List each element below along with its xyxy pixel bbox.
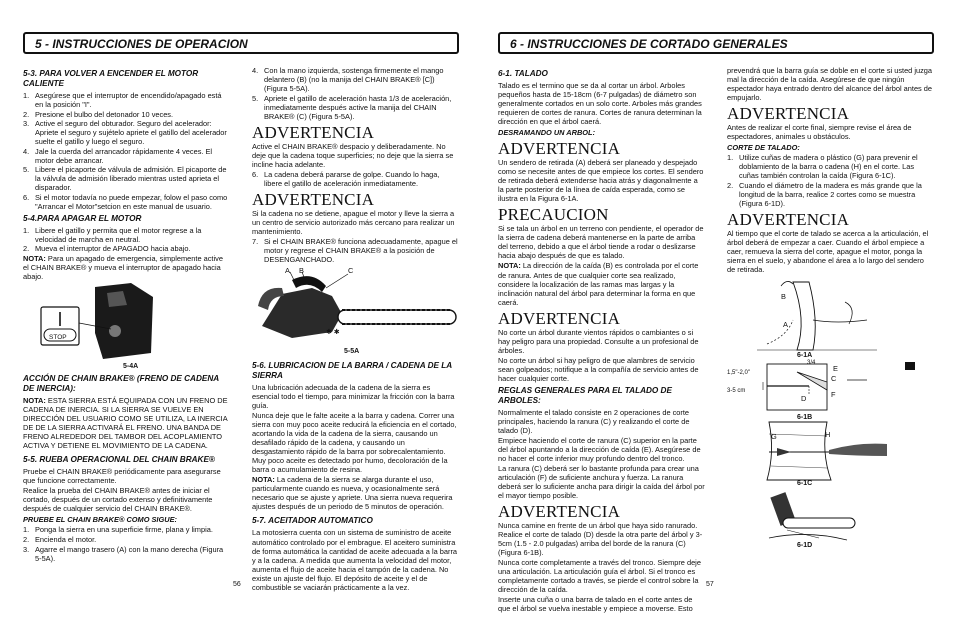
subheading: CORTE DE TALADO: (727, 143, 800, 153)
figure-5-4a (23, 283, 228, 371)
list-continued (252, 66, 459, 121)
two-cut-illustration (727, 490, 934, 542)
precaucion-heading: PRECAUCION (498, 205, 609, 225)
figure-caption: 5-4A (123, 363, 139, 371)
paragraph: NOTA: La cadena de la sierra se alarga durante el uso, particularmente cuando es nueva, y ocasionalmente será necesario que se ajuste y apriete. Una sierra nueva requerira ajustes después de un periodo de 5 minutos de operación. (252, 475, 453, 512)
brake-nota: NOTA: ESTA SIERRA ESTÁ EQUIPADA CON UN FRENO DE CADENA DE INERCIA. SI LA SIERRA SE VUELVE EN DIRECCIÓN DEL USUARIO COMO SE UTILIZA, LA INERCIA DE DE LA SIERRA ACTIVARÁ EL FRENO. UNA BANDA DE FRENO ALREDEDOR DEL TAMBOR DEL ACOPLAMIENTO ACTIVA Y DETIENE EL MOVIMIENTO DE LA CADENA. (23, 396, 228, 451)
section-6-1-title: 6-1. TALADO (498, 69, 548, 78)
advertencia-heading: ADVERTENCIA (498, 308, 621, 328)
paragraph: Pruebe el CHAIN BRAKE® periódicamente para asegurarse que funcione correctamente. (23, 467, 221, 486)
advertencia-heading: ADVERTENCIA (498, 502, 621, 522)
list-5-3 (23, 91, 228, 211)
list-corte (727, 153, 934, 208)
list-item: 3. Active el seguro del obturador. Seguro del acelerador: Apriete el seguro y sujételo apriete el gatillo del acelerador suelte el gatillo y luego el seguro. (23, 119, 227, 147)
paragraph: Nunca camine en frente de un árbol que haya sido ranurado. Realice el corte de talado (D) desde la otra parte del árbol y 3-5cm (1.5 - 2.0 pulgadas) arriba del borde de la ranura (C) (Figura 6-1B). (498, 521, 703, 558)
section-header-cortado: 6 - INSTRUCCIONES DE CORTADO GENERALES (498, 32, 934, 54)
section-5-4-title: 5-4.PARA APAGAR EL MOTOR (23, 213, 142, 223)
figure-6-1a (727, 280, 934, 360)
list-item: 1. Ponga la sierra en una superficie firme, plana y limpia. (23, 525, 213, 535)
label-dim1: 1,5"-2,0" (727, 370, 750, 377)
label-e: E (833, 364, 838, 374)
label-dim2: 3-5 cm (727, 388, 746, 395)
figure-caption: 6-1D (797, 542, 813, 550)
paragraph: Realice la prueba del CHAIN BRAKE® antes de iniciar el cortado, después de un cortado extenso y definitivamente después de cualquier servicio del CHAIN BRAKE®. (23, 486, 213, 514)
list-item: 4. Con la mano izquierda, sostenga firmemente el mango delantero (B) (no la manija del CHAIN BRAKE® [C]) (Figura 5-5A). (252, 66, 444, 94)
stop-label: STOP (49, 334, 67, 342)
list-item: 2. Mueva el interruptor de APAGADO hacia abajo. (23, 244, 191, 254)
right-column-1 (498, 66, 705, 614)
tree-fall-illustration (727, 280, 934, 352)
label-d: D (801, 394, 807, 404)
label-c: C (831, 374, 837, 384)
section-5-3-title: 5-3. PARA VOLVER A ENCENDER EL MOTOR CALIENTE (23, 69, 199, 88)
label-stars: ✱ ✱ (326, 329, 340, 337)
list-item: 6. Si el motor todavía no puede empezar, folow el paso como "Arrancar el Motor"setcion en este manual de usuario. (23, 192, 228, 211)
paragraph: La ranura (C) deberá ser lo bastante profunda para crear una articulación (F) de suficiente anchura y fuerza. La ranura deberá ser lo suficiente ancha para dirigir la caída del árbol por el mayor tiempo posible. (498, 464, 705, 501)
list-item: 1. Utilize cuñas de madera o plástico (G) para prevenir el doblamiento de la barra o cadena (H) en el corte. Las cuñas también controlan la caída (Figura 6-1C). (727, 153, 918, 181)
list-item: 1. Libere el gatillo y permita que el motor regrese a la velocidad de marcha en neutral. (23, 225, 202, 244)
paragraph: Un sendero de retirada (A) deberá ser planeado y despejado como se necesite antes de que empiece los cortes. El sendero de retirada deberá extenderse hacia atrás y diagonalmente a la parte posterior de la línea de caída esperada, como se ilustra en la Figura 6-1A. (498, 158, 704, 204)
paragraph: Talado es el termino que se da al cortar un árbol. Arboles pequeños hasta de 15-18cm (6-7 pulgadas) de diámetro son generalmente cortados en un solo corte. Arboles más grandes requieren de cortes de ranura. Cortes de ranura determinan la dirección en que el árbol caerá. (498, 81, 702, 127)
label-g: G (771, 432, 777, 442)
figure-5-5a (252, 266, 459, 358)
list-item: 2. Presione el bulbo del detonador 10 veces. (23, 109, 174, 119)
list-item: 6. La cadena deberá pararse de golpe. Cuando lo haga, libere el gatillo de aceleración inmediatamente. (252, 169, 440, 188)
paragraph: Empiece haciendo el corte de ranura (C) superior en la parte del árbol apuntando a la dirección de caída (E). Asegúrese de no hacer el corte inferior muy profundo dentro del tronco. (498, 435, 701, 463)
paragraph: Una lubricación adecuada de la cadena de la sierra es esencial todo el tiempo, para minimizar la fricción con la barra guía. (252, 383, 455, 411)
advertencia-heading: ADVERTENCIA (727, 209, 850, 229)
paragraph: Si la cadena no se detiene, apague el motor y lleve la sierra a un centro de servicio autorizado más cercano para realizar un mantenimiento. (252, 208, 455, 236)
paragraph: No corte un árbol si hay peligro de que alambres de servicio sean golpeados; notifique a la compañía de servicio antes de hacer cualquier corte. (498, 355, 699, 383)
paragraph: Normalmente el talado consiste en 2 operaciones de corte principales, haciendo la ranura (C) y realizando el corte de talado (D). (498, 407, 690, 435)
left-column-2 (252, 66, 459, 596)
list-item: 7. Si el CHAIN BRAKE® funciona adecuadamente, apague el motor y regrese el CHAIN BRAKE® a la posición de DESENGANCHADO. (252, 236, 458, 264)
figure-caption: 6-1C (797, 480, 813, 488)
label-b: B (781, 292, 786, 302)
section-5-5-title: 5-5. RUEBA OPERACIONAL DEL CHAIN BRAKE® (23, 455, 215, 465)
figure-caption: 6-1A (797, 352, 813, 360)
figure-6-1b (727, 360, 934, 422)
paragraph: Antes de realizar el corte final, siempre revise el área de espectadores, animales u obstáculos. (727, 123, 912, 142)
figure-caption: 6-1B (797, 414, 813, 422)
right-page (477, 0, 954, 618)
paragraph: Nunca deje que le falte aceite a la barra y cadena. Correr una sierra con muy poco aceite reducirá la eficiencia en el cortado, acortando la vida de la cadena de la sierra, causando un desafilado rápido de la cadena, y causando un desgastamiento rápido de la barra por sobrecalentamiento. Muy poco aceite es detectado por humo, decoloración de la barra o acumulamiento de resina. (252, 411, 457, 475)
label-b: B (299, 266, 304, 276)
advertencia-heading: ADVERTENCIA (498, 139, 621, 159)
paragraph: No corte un árbol durante vientos rápidos o cambiantes o si hay peligro para una propiedad. Consulte a un profesional de árboles. (498, 327, 699, 355)
paragraph: Nunca corte completamente a través del tronco. Siempre deje una articulación. La articulación guía el árbol. Si el tronco es completamente cortado a través, se pierde el control sobre la dirección de la caída. (498, 558, 701, 595)
paragraph: prevendrá que la barra guía se doble en el corte si usted juzga mal la dirección de la caída. Asegúrese de que ningún espectador haya entrado dentro del alcance del árbol antes de empujarlo. (727, 66, 933, 103)
label-a: A (783, 320, 788, 330)
paragraph: NOTA: La dirección de la caída (B) es controlada por el corte de ranura. Antes de que cualquier corte sea realizado, considere la localización de las ramas mas largas y la inclinación natural del árbol para determinar la forma en que caerá. (498, 261, 699, 307)
figure-6-1c (727, 422, 934, 490)
paragraph: Active el CHAIN BRAKE® despacio y deliberadamente. No deje que la cadena toque superficies; no deje que la sierra se incline hacia adelante. (252, 141, 454, 169)
list-item: 4. Jale la cuerda del arrancador rápidamente 4 veces. El motor debe arrancar. (23, 146, 213, 165)
label-frac: 3/4 (807, 360, 816, 367)
label-f: F (831, 390, 836, 400)
figure-caption: 5-5A (344, 348, 360, 356)
list-5-5 (23, 525, 228, 562)
reglas-title: REGLAS GENERALES PARA EL TALADO DE ARBOLES: (498, 385, 672, 405)
advertencia-heading: ADVERTENCIA (252, 189, 375, 209)
figure-6-1d (727, 490, 934, 550)
advertencia-heading: ADVERTENCIA (727, 104, 850, 124)
label-c: C (348, 266, 354, 276)
wedge-illustration (727, 422, 934, 480)
list-5-4 (23, 226, 228, 254)
left-column-1 (23, 66, 228, 596)
page-number: 57 (706, 581, 714, 589)
notch-diagram (727, 360, 934, 414)
right-column-2 (727, 66, 934, 606)
section-5-6-title: 5-6. LUBRICACION DE LA BARRA / CADENA DE LA SIERRA (252, 361, 452, 381)
paragraph: La motosierra cuenta con un sistema de suministro de aceite automático controlado por el embrague. El aceitero suministra de forma automática la cantidad de aceite adecuada a la barra y a la cadena. A medida que aumenta la velocidad del motor, aumenta el flujo de aceite hacia el tampón de la cadena. No existe un ajuste del flujo. El depósito de aceite y el de combustible se vaciarán prácticamente a la vez. (252, 528, 458, 592)
list-item: 2. Encienda el motor. (23, 535, 97, 544)
subheading: DESRAMANDO UN ARBOL: (498, 128, 596, 138)
stop-switch-illustration (23, 283, 228, 363)
section-header-operacion: 5 - INSTRUCCIONES DE OPERACION (23, 32, 459, 54)
paragraph: Al tiempo que el corte de talado se acerca a la articulación, el árbol deberá de empezar a caer. Cuando el árbol empiece a caer, remueva la sierra del corte, apague el motor, ponga la sierra en el suelo, y abandone el área a lo largo del sendero de retirada. (727, 228, 929, 275)
page-number: 56 (233, 581, 241, 589)
list-item: 5. Apriete el gatillo de aceleración hasta 1/3 de aceleración, inmediatamente después active la manija del CHAIN BRAKE® (C) (Figura 5-5A). (252, 93, 452, 121)
brake-title: ACCIÓN DE CHAIN BRAKE® (FRENO DE CADENA DE INERCIA): (23, 374, 219, 394)
nota-apagado: NOTA: Para un apagado de emergencia, simplemente active el CHAIN BRAKE® y mueva el interruptor de apagado hacia abajo. (23, 254, 223, 282)
paragraph: Si se tala un árbol en un terreno con pendiente, el operador de la sierra de cadena deberá mantenerse en la parte de arriba del terreno, debido a que el árbol tiende a rodar o deslizarse hacia abajo después de que es talado. (498, 224, 704, 261)
list-item: 2. Cuando el diámetro de la madera es más grande que la longitud de la barra, realice 2 cortes como se muestra (Figura 6-1D). (727, 180, 922, 208)
advertencia-heading: ADVERTENCIA (252, 122, 375, 142)
chainsaw-illustration (252, 266, 459, 348)
label-h: H (825, 430, 831, 440)
section-5-7-title: 5-7. ACEITADOR AUTOMATICO (252, 516, 373, 526)
list-item: 5. Libere el picaporte de válvula de admisión. El picaporte de la válvula de admisión liberado mientras usted aprieta el disparador. (23, 165, 227, 193)
list-item: 3. Agarre el mango trasero (A) con la mano derecha (Figura 5-5A). (23, 544, 224, 563)
subheading: PRUEBE EL CHAIN BRAKE® COMO SIGUE: (23, 515, 177, 525)
label-a: A (285, 266, 290, 276)
paragraph: Inserte una cuña o una barra de talado en el corte antes de que el árbol se vuelva inestable y empiece a moverse. Esto (498, 595, 693, 614)
list-item: 1. Asegúrese que el interruptor de encendido/apagado está en la posición "I". (23, 91, 222, 110)
